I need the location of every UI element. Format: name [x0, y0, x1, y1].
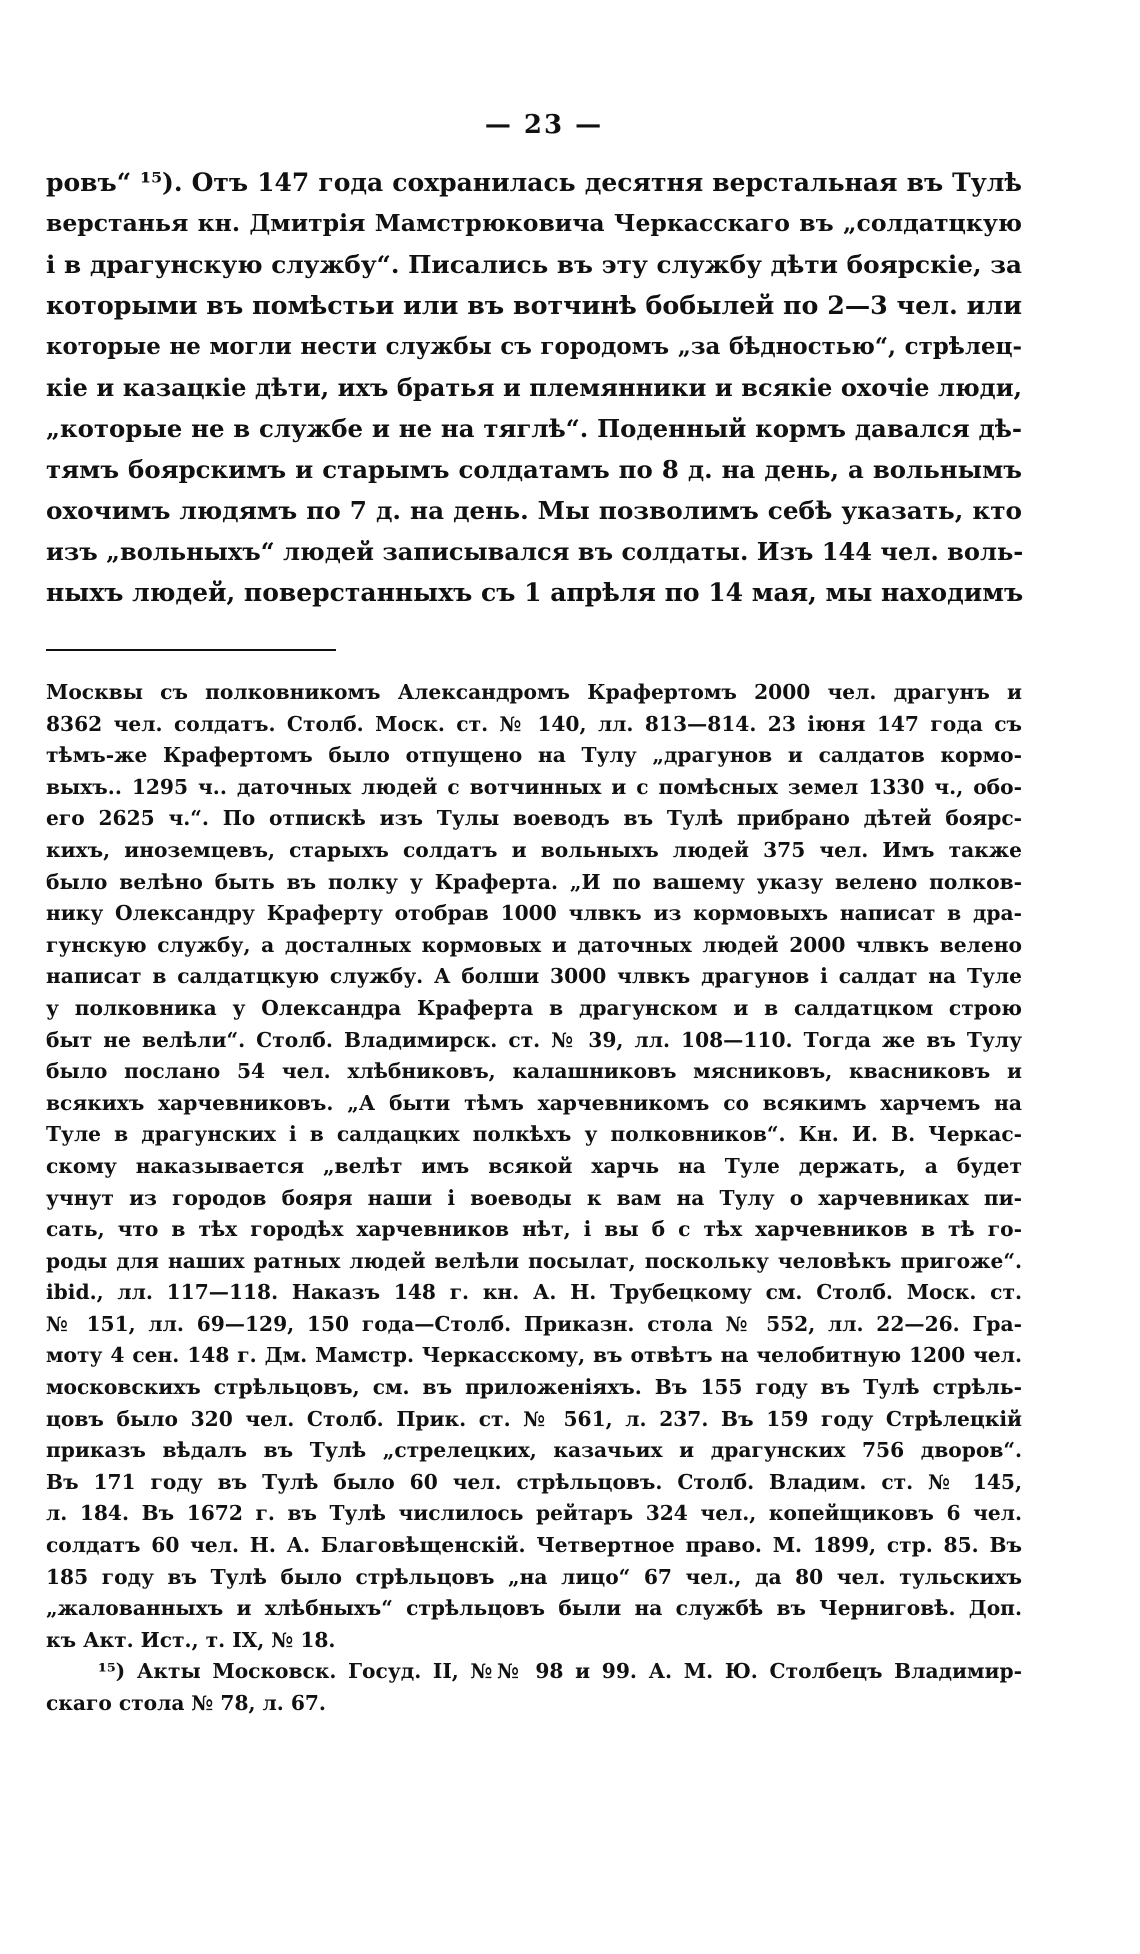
footnote-line: быт не велѣли“. Столб. Владимирск. ст. № 39, лл. 108—110. Тогда же въ Тулу — [46, 1027, 1022, 1052]
footnote-line: 8362 чел. солдатъ. Столб. Моск. ст. № 140, лл. 813—814. 23 іюня 147 года съ — [46, 711, 1022, 736]
footnote-line: у полковника у Олександра Краферта в драгунском и в салдатцком строю — [46, 995, 1022, 1020]
footnote-line: приказъ вѣдалъ въ Тулѣ „стрелецких, казачьих и драгунских 756 дворов“. — [46, 1438, 1022, 1463]
main-text-line: которые не могли нести службы съ городомъ „за бѣдностью“, стрѣлец- — [46, 333, 1022, 360]
footnote-line: 185 году въ Тулѣ было стрѣльцовъ „на лицо“ 67 чел., да 80 чел. тульскихъ — [46, 1564, 1022, 1589]
footnote-line: нику Олександру Краферту отобрав 1000 члвкъ из кормовыхъ написат в дра- — [46, 901, 1022, 926]
main-text-line: і в драгунскую службу“. Писались въ эту службу дѣти боярскіе, за — [46, 250, 1022, 279]
main-text-line: охочимъ людямъ по 7 д. на день. Мы позволимъ себѣ указать, кто — [46, 496, 1022, 525]
footnote-divider — [46, 649, 336, 651]
footnote-line: № 151, лл. 69—129, 150 года—Столб. Приказн. стола № 552, лл. 22—26. Гра- — [46, 1311, 1022, 1336]
main-text — [46, 162, 1022, 613]
footnote-line: цовъ было 320 чел. Столб. Прик. ст. № 561, л. 237. Въ 159 году Стрѣлецкій — [46, 1406, 1022, 1431]
main-text-line: тямъ боярскимъ и старымъ солдатамъ по 8 д. на день, а вольнымъ — [46, 455, 1022, 484]
main-text-line: изъ „вольныхъ“ людей записывался въ солдаты. Изъ 144 чел. воль- — [46, 537, 1024, 566]
footnote-line: роды для наших ратных людей велѣли посылат, поскольку человѣкъ пригоже“. — [46, 1248, 1022, 1273]
main-text-line: верстанья кн. Дмитрія Мамстрюковича Черкасскаго въ „солдатцкую — [46, 209, 1022, 237]
footnote-line: написат в салдатцкую службу. А болши 3000 члвкъ драгунов і салдат на Туле — [46, 964, 1022, 989]
footnote-line: солдатъ 60 чел. Н. А. Благовѣщенскій. Четвертное право. М. 1899, стр. 85. Въ — [46, 1533, 1022, 1558]
footnote-line: учнут из городов бояря наши і воеводы к вам на Тулу о харчевниках пи- — [46, 1185, 1022, 1210]
footnote-line: всякихъ харчевниковъ. „А быти тѣмъ харчевникомъ со всякимъ харчемъ на — [46, 1090, 1022, 1115]
footnote-line: скому наказывается „велѣт имъ всякой харчь на Туле держать, а будет — [46, 1153, 1022, 1178]
footnote-line: московскихъ стрѣльцовъ, см. въ приложеніяхъ. Въ 155 году въ Тулѣ стрѣль- — [46, 1375, 1022, 1400]
page-number: — 23 — — [484, 110, 604, 140]
main-text-line: „которые не в службе и не на тяглѣ“. Поденный кормъ давался дѣ- — [46, 414, 1022, 443]
footnote-line: моту 4 сен. 148 г. Дм. Мамстр. Черкасскому, въ отвѣтъ на челобитную 1200 чел. — [46, 1343, 1022, 1368]
footnote-line: л. 184. Въ 1672 г. въ Тулѣ числилось рейтаръ 324 чел., копейщиковъ 6 чел. — [46, 1501, 1022, 1526]
footnote-line: Туле в драгунских і в салдацких полкѣхъ у полковников“. Кн. И. В. Черкас- — [46, 1122, 1022, 1147]
footnote-line: его 2625 ч.“. По отпискѣ изъ Тулы воеводъ въ Тулѣ прибрано дѣтей боярс- — [46, 806, 1022, 831]
footnote-line: кихъ, иноземцевъ, старыхъ солдатъ и вольныхъ людей 375 чел. Имъ также — [46, 837, 1022, 862]
footnote-line: тѣмъ-же Крафертомъ было отпущено на Тулу „драгунов и салдатов кормо- — [46, 743, 1022, 768]
footnote-line: сать, что в тѣх городѣх харчевников нѣт, і вы б с тѣх харчевников в тѣ го- — [46, 1217, 1022, 1242]
footnote-line: было послано 54 чел. хлѣбниковъ, калашниковъ мясниковъ, квасниковъ и — [46, 1059, 1022, 1084]
footnote-line: ibid., лл. 117—118. Наказъ 148 г. кн. А. Н. Трубецкому см. Столб. Моск. ст. — [46, 1280, 1022, 1305]
footnote-line: Москвы съ полковникомъ Александромъ Крафертомъ 2000 чел. драгунъ и — [46, 680, 1022, 704]
footnote-line: было велѣно быть въ полку у Краферта. „И по вашему указу велено полков- — [46, 869, 1022, 894]
footnote-line: „жалованныхъ и хлѣбныхъ“ стрѣльцовъ были на службѣ въ Черниговѣ. Доп. — [46, 1596, 1022, 1621]
footnote-15-line: ¹⁵) Акты Московск. Госуд. II, №№ 98 и 99. А. М. Ю. Столбецъ Владимир- — [98, 1659, 1022, 1684]
main-text-line: ныхъ людей, поверстанныхъ съ 1 апрѣля по 14 мая, мы находимъ — [46, 578, 1024, 607]
main-text-line: кіе и казацкіе дѣти, ихъ братья и племянники и всякіе охочіе люди, — [46, 373, 1022, 402]
footnote-line: къ Акт. Ист., т. IX, № 18. — [46, 1627, 336, 1652]
footnote-line: Въ 171 году въ Тулѣ было 60 чел. стрѣльцовъ. Столб. Владим. ст. № 145, — [46, 1469, 1022, 1494]
footnotes — [46, 677, 1022, 1720]
footnote-15-line: скаго стола № 78, л. 67. — [46, 1691, 326, 1715]
footnote-line: выхъ.. 1295 ч.. даточных людей с вотчинных и с помѣсных земел 1330 ч., обо- — [46, 774, 1022, 799]
main-text-line: которыми въ помѣстьи или въ вотчинѣ бобылей по 2—3 чел. или — [46, 290, 1022, 320]
main-text-line: ровъ“ ¹⁵). Отъ 147 года сохранилась десятня верстальная въ Тулѣ — [46, 168, 1022, 197]
footnote-line: гунскую службу, а досталных кормовых и даточных людей 2000 члвкъ велено — [46, 932, 1022, 957]
